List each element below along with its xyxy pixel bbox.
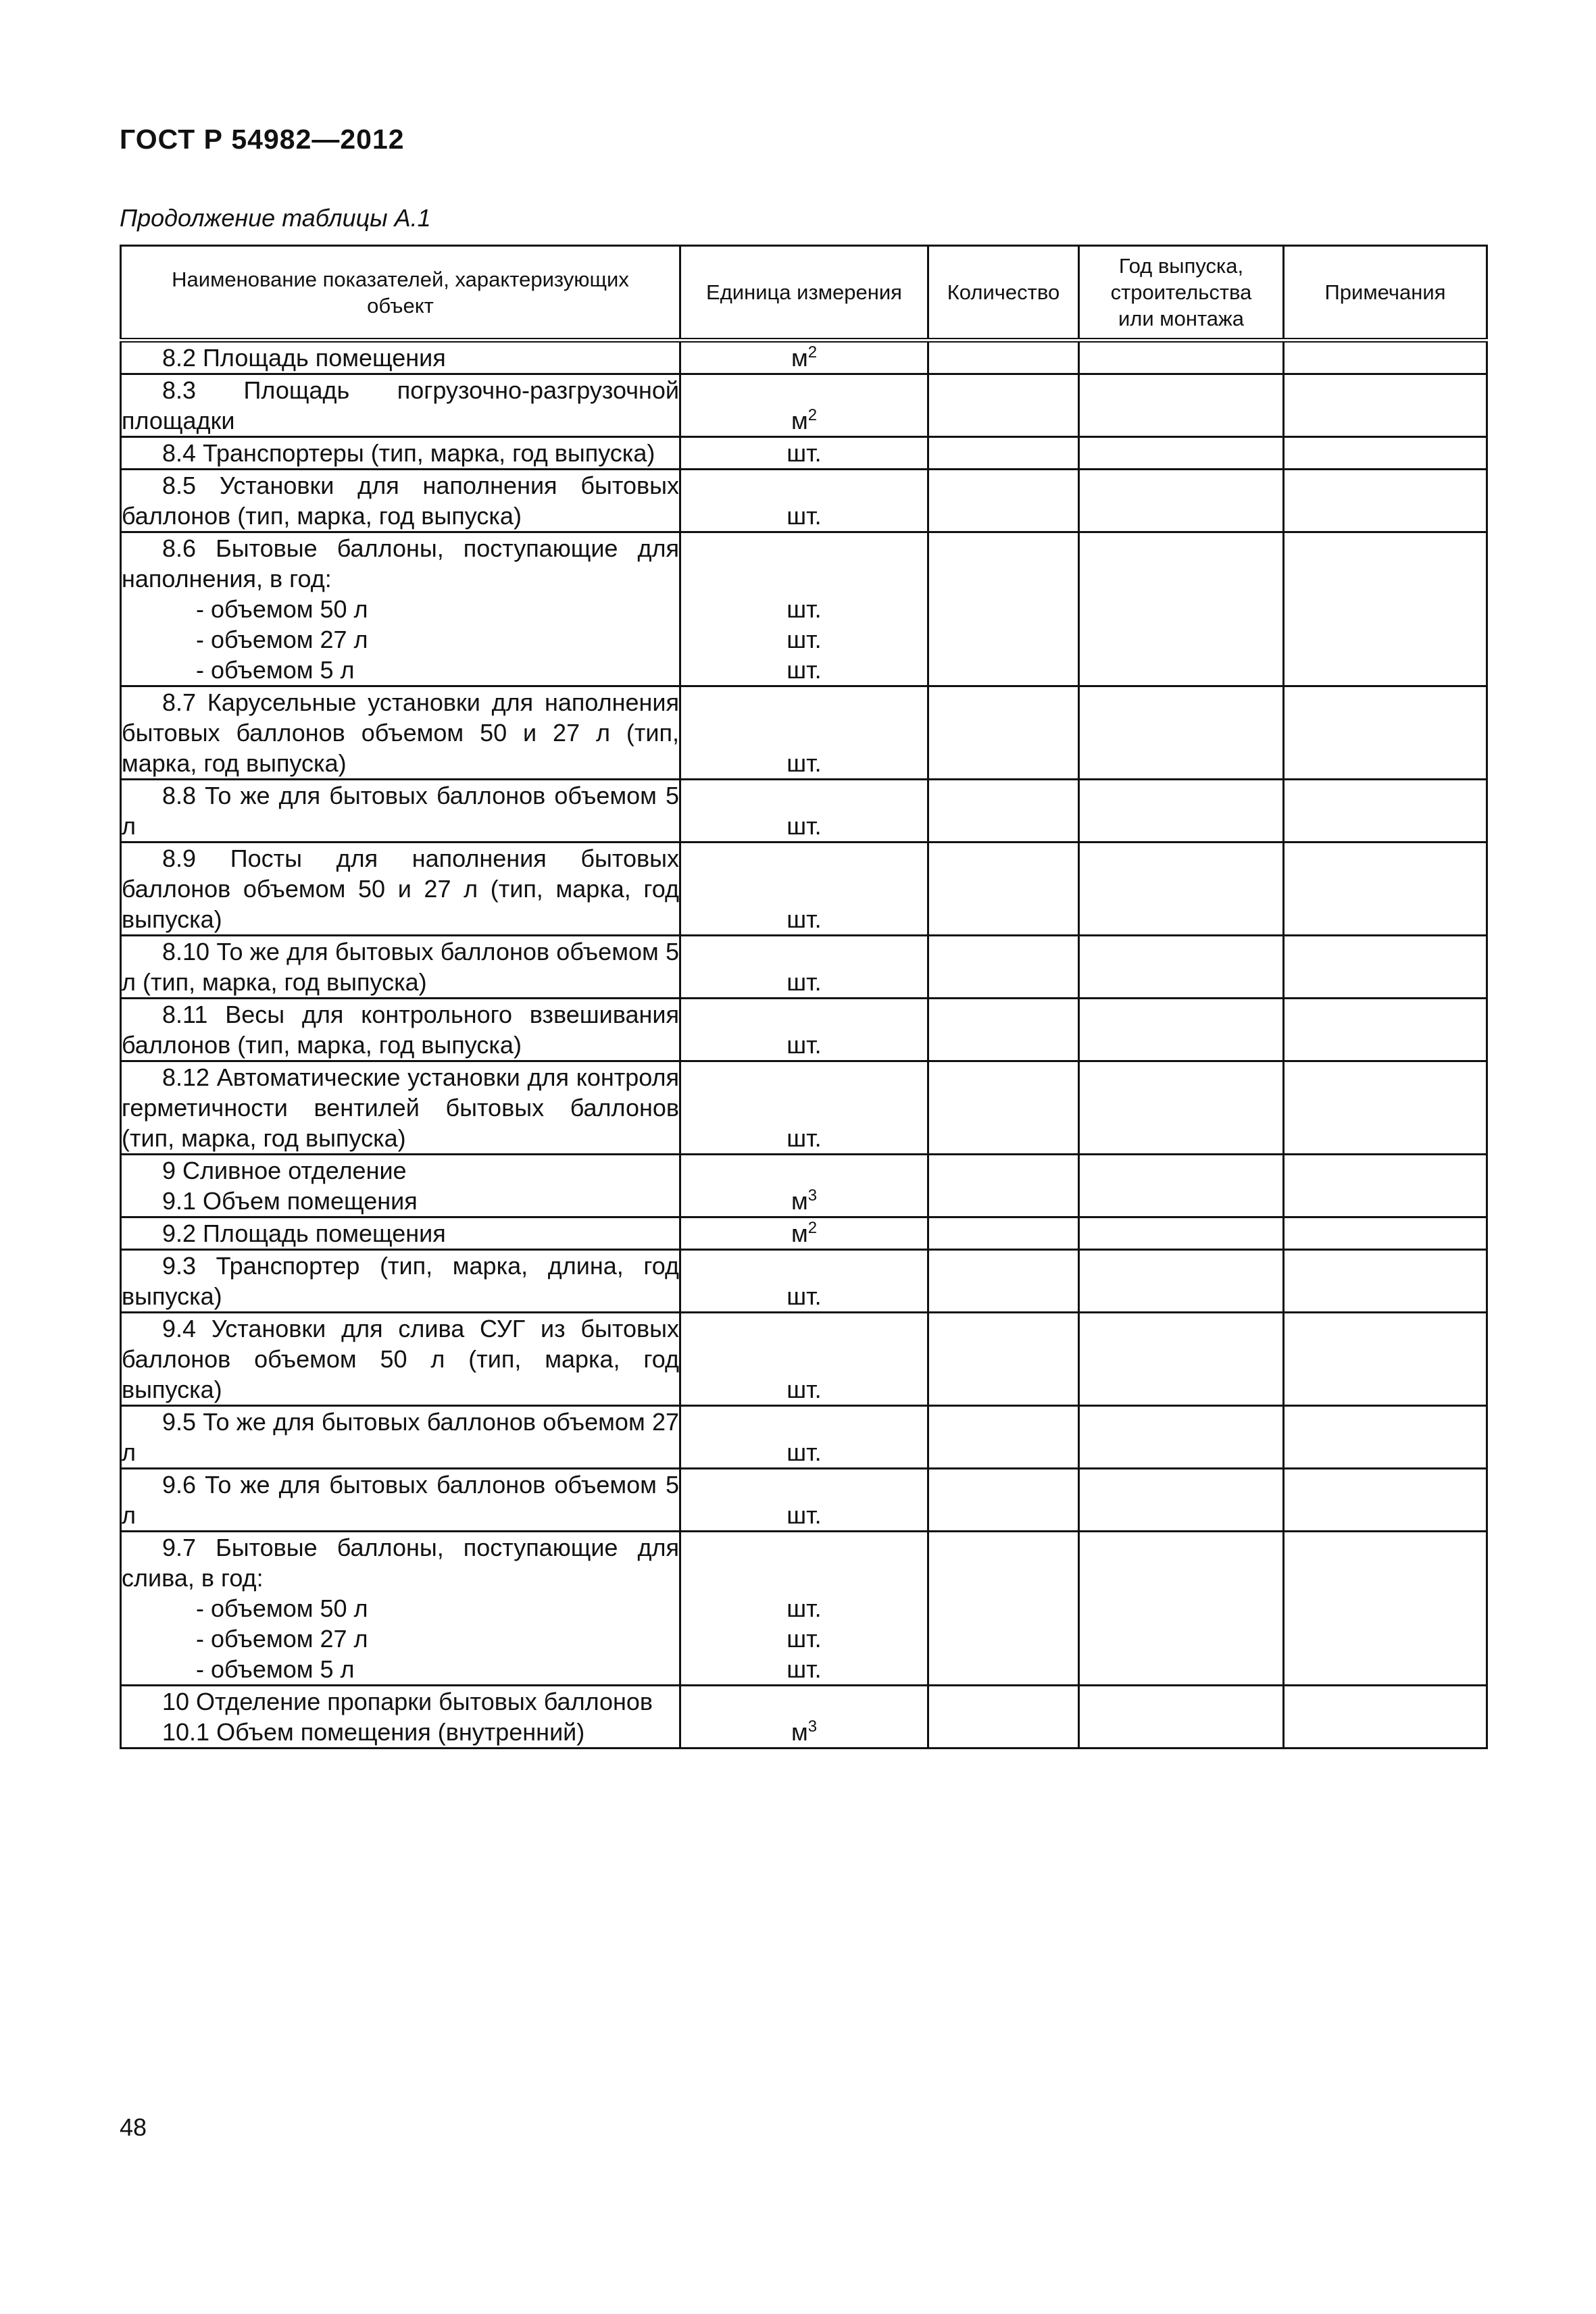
- table-header-row: [121, 246, 1487, 341]
- year-cell: [1079, 999, 1284, 1061]
- year-cell: [1079, 532, 1284, 686]
- table-row: [121, 374, 1487, 437]
- indicator-name: 8.10 То же для бытовых баллонов объемом 5 л (тип, марка, год выпуска): [122, 938, 679, 996]
- notes-cell: [1284, 437, 1487, 470]
- indicator-name-cell: [121, 1250, 680, 1313]
- notes-cell: [1284, 686, 1487, 780]
- indicator-subname: 10.1 Объем помещения (внутренний): [162, 1718, 585, 1746]
- table-body: [121, 341, 1487, 1749]
- unit-value: шт.: [787, 1625, 822, 1653]
- table-row: [121, 1469, 1487, 1532]
- unit-value: шт.: [787, 1438, 822, 1466]
- quantity-cell: [928, 1532, 1079, 1686]
- unit-cell: [680, 686, 928, 780]
- quantity-cell: [928, 374, 1079, 437]
- year-cell: [1079, 686, 1284, 780]
- quantity-cell: [928, 1250, 1079, 1313]
- quantity-cell: [928, 780, 1079, 842]
- year-cell: [1079, 1313, 1284, 1406]
- table-row: [121, 1313, 1487, 1406]
- quantity-cell: [928, 1155, 1079, 1217]
- indicator-name: 9.2 Площадь помещения: [162, 1219, 446, 1247]
- unit-cell: [680, 532, 928, 686]
- unit-exponent: 2: [807, 406, 818, 424]
- notes-cell: [1284, 1250, 1487, 1313]
- indicator-name: 9.6 То же для бытовых баллонов объемом 5 л: [122, 1471, 679, 1529]
- year-cell: [1079, 437, 1284, 470]
- indicator-name: 9 Сливное отделение: [162, 1157, 407, 1184]
- quantity-cell: [928, 1217, 1079, 1250]
- unit-exponent: 3: [807, 1186, 818, 1205]
- table-row: [121, 1532, 1487, 1686]
- indicator-name: 8.8 То же для бытовых баллонов объемом 5 л: [122, 782, 679, 840]
- year-cell: [1079, 1217, 1284, 1250]
- indicator-name-cell: [121, 1469, 680, 1532]
- quantity-cell: [928, 936, 1079, 999]
- unit-value: шт.: [787, 656, 822, 684]
- unit-base: м: [791, 1219, 808, 1247]
- indicator-name: 8.11 Весы для контрольного взвешивания баллонов (тип, марка, год выпуска): [122, 1001, 679, 1059]
- indicator-name-cell: [121, 1686, 680, 1749]
- indicator-name-cell: [121, 470, 680, 532]
- notes-cell: [1284, 341, 1487, 374]
- unit-cell: [680, 1406, 928, 1469]
- unit-cell: [680, 1061, 928, 1155]
- notes-cell: [1284, 1313, 1487, 1406]
- notes-cell: [1284, 999, 1487, 1061]
- indicator-name-cell: [121, 686, 680, 780]
- table-caption: Продолжение таблицы А.1: [120, 204, 431, 232]
- table-row: [121, 842, 1487, 936]
- unit-value: [681, 1186, 927, 1216]
- table-row: [121, 780, 1487, 842]
- year-cell: [1079, 936, 1284, 999]
- unit-exponent: 3: [807, 1717, 818, 1736]
- year-cell: [1079, 341, 1284, 374]
- table-row: [121, 1061, 1487, 1155]
- indicator-name-cell: [121, 999, 680, 1061]
- indicator-name: 9.5 То же для бытовых баллонов объемом 27 л: [122, 1408, 679, 1466]
- unit-value: [681, 343, 927, 373]
- indicator-name-cell: [121, 780, 680, 842]
- unit-value: шт.: [787, 1594, 822, 1622]
- unit-exponent: 2: [807, 1219, 818, 1237]
- unit-cell: [680, 1532, 928, 1686]
- indicator-name-cell: [121, 374, 680, 437]
- unit-value: шт.: [787, 968, 822, 996]
- unit-cell: [680, 470, 928, 532]
- quantity-cell: [928, 686, 1079, 780]
- document-header: ГОСТ Р 54982—2012: [120, 124, 405, 155]
- indicator-name-cell: [121, 341, 680, 374]
- unit-value: шт.: [787, 1376, 822, 1403]
- unit-value: шт.: [787, 1124, 822, 1152]
- notes-cell: [1284, 1532, 1487, 1686]
- unit-value: [681, 1717, 927, 1747]
- table-row: [121, 532, 1487, 686]
- indicator-name: 8.12 Автоматические установки для контроля герметичности вентилей бытовых баллонов (тип, марка, год выпуска): [122, 1063, 679, 1152]
- notes-cell: [1284, 780, 1487, 842]
- unit-cell: [680, 1313, 928, 1406]
- indicator-name: 9.4 Установки для слива СУГ из бытовых баллонов объемом 50 л (тип, марка, год выпуска): [122, 1315, 679, 1403]
- notes-cell: [1284, 1406, 1487, 1469]
- year-cell: [1079, 470, 1284, 532]
- indicator-name-cell: [121, 1155, 680, 1217]
- indicator-name-cell: [121, 1313, 680, 1406]
- table-row: [121, 341, 1487, 374]
- table-row: [121, 470, 1487, 532]
- unit-value: шт.: [787, 749, 822, 777]
- indicator-name: 8.3 Площадь погрузочно-разгрузочной площадки: [122, 376, 679, 434]
- volume-subitem: - объемом 50 л: [196, 1594, 368, 1622]
- volume-subitem: - объемом 27 л: [196, 1625, 368, 1653]
- col-header-year: Год выпуска, строительства или монтажа: [1079, 246, 1284, 341]
- unit-value: шт.: [787, 812, 822, 840]
- notes-cell: [1284, 842, 1487, 936]
- table-row: [121, 1686, 1487, 1749]
- quantity-cell: [928, 437, 1079, 470]
- unit-cell: [680, 437, 928, 470]
- notes-cell: [1284, 936, 1487, 999]
- indicator-name-cell: [121, 1061, 680, 1155]
- unit-value: [681, 1218, 927, 1249]
- unit-base: м: [791, 1187, 808, 1215]
- year-cell: [1079, 1250, 1284, 1313]
- table-row: [121, 1155, 1487, 1217]
- indicator-name: 8.5 Установки для наполнения бытовых баллонов (тип, марка, год выпуска): [122, 472, 679, 530]
- indicator-name-cell: [121, 1406, 680, 1469]
- indicator-name: 8.6 Бытовые баллоны, поступающие для наполнения, в год:: [122, 534, 679, 593]
- year-cell: [1079, 1155, 1284, 1217]
- notes-cell: [1284, 532, 1487, 686]
- indicator-name: 8.7 Карусельные установки для наполнения бытовых баллонов объемом 50 и 27 л (тип, марка, год выпуска): [122, 688, 679, 777]
- table-row: [121, 936, 1487, 999]
- notes-cell: [1284, 1155, 1487, 1217]
- unit-base: м: [791, 407, 808, 434]
- indicator-name-cell: [121, 532, 680, 686]
- year-cell: [1079, 1532, 1284, 1686]
- indicator-name: 8.9 Посты для наполнения бытовых баллонов объемом 50 и 27 л (тип, марка, год выпуска): [122, 845, 679, 933]
- quantity-cell: [928, 532, 1079, 686]
- year-cell: [1079, 1686, 1284, 1749]
- unit-cell: [680, 1686, 928, 1749]
- indicator-name: 8.4 Транспортеры (тип, марка, год выпуска): [162, 439, 655, 467]
- unit-value: шт.: [787, 1282, 822, 1310]
- unit-value: шт.: [787, 905, 822, 933]
- quantity-cell: [928, 1406, 1079, 1469]
- notes-cell: [1284, 1469, 1487, 1532]
- unit-value: шт.: [787, 1501, 822, 1529]
- page-number: 48: [120, 2113, 147, 2141]
- table-row: [121, 999, 1487, 1061]
- unit-value: [681, 405, 927, 436]
- indicator-name: 9.7 Бытовые баллоны, поступающие для слива, в год:: [122, 1534, 679, 1592]
- indicator-name-cell: [121, 1217, 680, 1250]
- unit-cell: [680, 1155, 928, 1217]
- unit-value: шт.: [787, 626, 822, 653]
- year-cell: [1079, 1469, 1284, 1532]
- unit-cell: [680, 341, 928, 374]
- unit-base: м: [791, 344, 808, 372]
- indicator-name-cell: [121, 437, 680, 470]
- unit-base: м: [791, 1718, 808, 1746]
- unit-cell: [680, 1250, 928, 1313]
- table-row: [121, 437, 1487, 470]
- year-cell: [1079, 842, 1284, 936]
- quantity-cell: [928, 999, 1079, 1061]
- unit-cell: [680, 374, 928, 437]
- quantity-cell: [928, 470, 1079, 532]
- unit-cell: [680, 780, 928, 842]
- quantity-cell: [928, 1061, 1079, 1155]
- unit-cell: [680, 999, 928, 1061]
- indicator-name: 9.3 Транспортер (тип, марка, длина, год выпуска): [122, 1252, 679, 1310]
- quantity-cell: [928, 1686, 1079, 1749]
- indicators-table: [120, 245, 1488, 1749]
- notes-cell: [1284, 1217, 1487, 1250]
- volume-subitem: - объемом 50 л: [196, 595, 368, 623]
- unit-value: шт.: [787, 1031, 822, 1059]
- indicator-name: 8.2 Площадь помещения: [162, 344, 446, 372]
- unit-cell: [680, 842, 928, 936]
- volume-subitem: - объемом 5 л: [196, 656, 355, 684]
- volume-subitem: - объемом 5 л: [196, 1655, 355, 1683]
- indicator-subname: 9.1 Объем помещения: [162, 1187, 418, 1215]
- quantity-cell: [928, 842, 1079, 936]
- unit-cell: [680, 1469, 928, 1532]
- indicator-name-cell: [121, 1532, 680, 1686]
- col-header-unit: Единица измерения: [680, 246, 928, 341]
- table-row: [121, 1406, 1487, 1469]
- quantity-cell: [928, 1469, 1079, 1532]
- unit-value: шт.: [787, 502, 822, 530]
- quantity-cell: [928, 341, 1079, 374]
- col-header-quantity: Количество: [928, 246, 1079, 341]
- unit-value: шт.: [787, 595, 822, 623]
- quantity-cell: [928, 1313, 1079, 1406]
- unit-value: шт.: [787, 1655, 822, 1683]
- unit-exponent: 2: [807, 343, 818, 361]
- unit-cell: [680, 1217, 928, 1250]
- indicator-name-cell: [121, 842, 680, 936]
- table-row: [121, 1250, 1487, 1313]
- year-cell: [1079, 780, 1284, 842]
- year-cell: [1079, 374, 1284, 437]
- year-cell: [1079, 1406, 1284, 1469]
- indicator-name: 10 Отделение пропарки бытовых баллонов: [162, 1688, 653, 1715]
- col-header-name: Наименование показателей, характеризующих объект: [121, 246, 680, 341]
- volume-subitem: - объемом 27 л: [196, 626, 368, 653]
- notes-cell: [1284, 1686, 1487, 1749]
- table-row: [121, 1217, 1487, 1250]
- notes-cell: [1284, 1061, 1487, 1155]
- unit-value: шт.: [787, 439, 822, 467]
- notes-cell: [1284, 374, 1487, 437]
- table-row: [121, 686, 1487, 780]
- year-cell: [1079, 1061, 1284, 1155]
- unit-cell: [680, 936, 928, 999]
- col-header-notes: Примечания: [1284, 246, 1487, 341]
- indicator-name-cell: [121, 936, 680, 999]
- notes-cell: [1284, 470, 1487, 532]
